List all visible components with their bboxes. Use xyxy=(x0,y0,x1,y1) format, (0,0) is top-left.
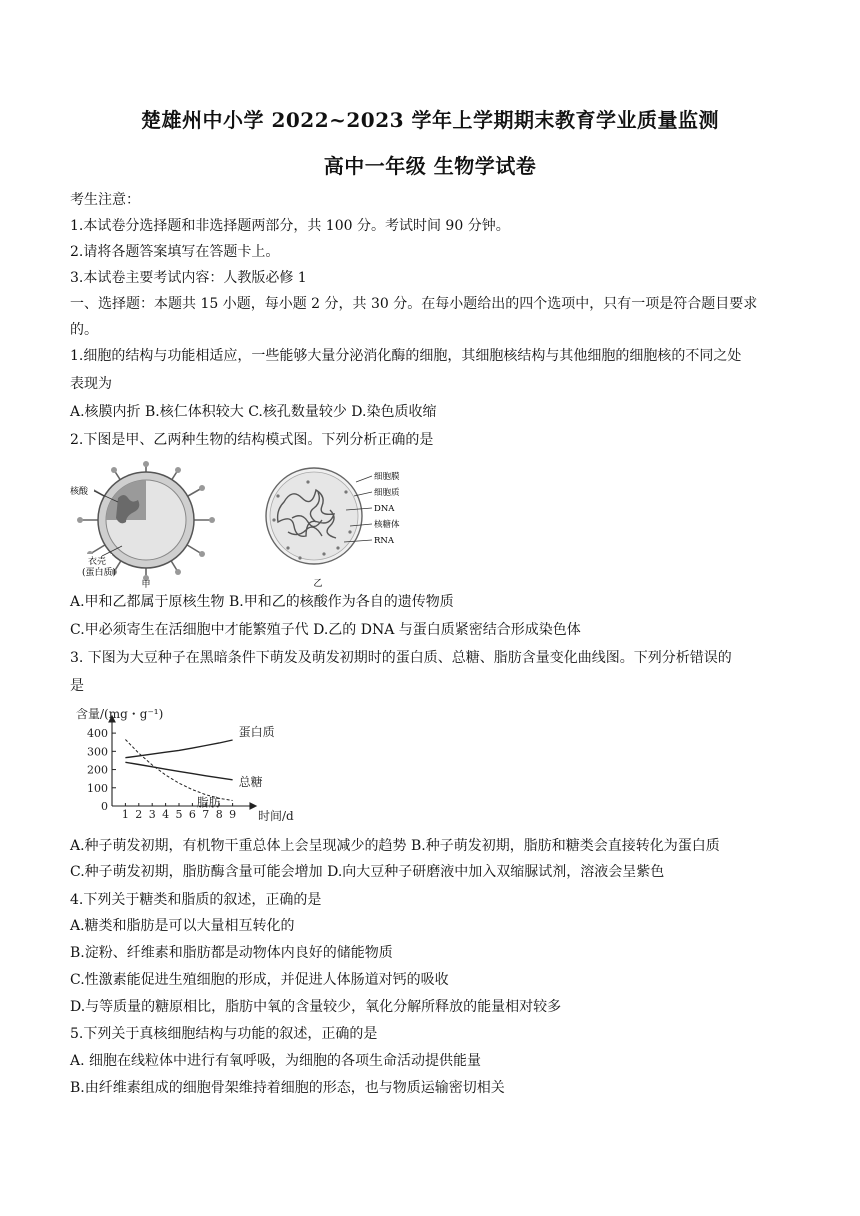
q2-figure-yi xyxy=(258,462,418,590)
q2-stem: 2.下图是甲、乙两种生物的结构模式图。下列分析正确的是 xyxy=(70,432,434,448)
q1-stem: 1.细胞的结构与功能相适应，一些能够大量分泌消化酶的细胞，其细胞核结构与其他细胞的细胞核的不同之处 xyxy=(70,348,742,364)
y-tick-label: 300 xyxy=(87,745,108,759)
series-line-1 xyxy=(125,762,232,780)
section-intro: 一、选择题：本题共 15 小题，每小题 2 分，共 30 分。在每小题给出的四个选项中，只有一项是符合题目要求 xyxy=(70,296,758,312)
label-capsid: 衣壳 xyxy=(88,557,107,567)
x-tick-label: 6 xyxy=(188,808,196,821)
label-cytoplasm: 细胞质 xyxy=(374,488,400,498)
section-intro-cont: 的。 xyxy=(70,322,98,338)
x-tick-label: 4 xyxy=(162,808,170,821)
q3-stem: 3. 下图为大豆种子在黑暗条件下萌发及萌发初期时的蛋白质、总糖、脂肪含量变化曲线图。下列分析错误的 xyxy=(70,650,732,666)
q5-option: B.由纤维素组成的细胞骨架维持着细胞的形态，也与物质运输密切相关 xyxy=(70,1080,505,1096)
label-rna: RNA xyxy=(374,536,394,546)
x-tick-label: 9 xyxy=(229,808,237,821)
label-cell-membrane: 细胞膜 xyxy=(374,472,400,482)
q1-options: A.核膜内折 B.核仁体积较大 C.核孔数量较少 D.染色质收缩 xyxy=(70,404,437,420)
caption-yi: 乙 xyxy=(313,579,323,589)
y-tick-label: 400 xyxy=(87,727,108,741)
label-protein: (蛋白质) xyxy=(82,568,117,578)
y-tick-label: 0 xyxy=(101,800,108,813)
series-label-1: 总糖 xyxy=(238,774,263,789)
q4-stem: 4.下列关于糖类和脂质的叙述，正确的是 xyxy=(70,892,322,908)
q3-line-chart xyxy=(68,708,298,832)
q3-stem-cont: 是 xyxy=(70,678,84,694)
label-ribosome: 核糖体 xyxy=(374,520,400,530)
series-label-2: 脂肪 xyxy=(196,795,221,810)
y-axis-label: 含量/(mg・g⁻¹) xyxy=(76,708,164,721)
x-tick-label: 3 xyxy=(148,808,156,821)
series-line-2 xyxy=(125,740,232,801)
x-tick-label: 5 xyxy=(175,808,183,821)
notice-item: 3.本试卷主要考试内容：人教版必修 1 xyxy=(70,270,307,286)
q2-options-cont: C.甲必须寄生在活细胞中才能繁殖子代 D.乙的 DNA 与蛋白质紧密结合形成染色体 xyxy=(70,622,581,638)
q3-options: A.种子萌发初期，有机物干重总体上会呈现减少的趋势 B.种子萌发初期，脂肪和糖类会直接转化为蛋白质 xyxy=(70,838,720,854)
y-tick-label: 200 xyxy=(87,763,108,777)
q1-stem-cont: 表现为 xyxy=(70,376,112,392)
x-tick-label: 7 xyxy=(202,808,210,821)
q4-option: D.与等质量的糖原相比，脂肪中氧的含量较少，氧化分解所释放的能量相对较多 xyxy=(70,999,562,1015)
q4-option: B.淀粉、纤维素和脂肪都是动物体内良好的储能物质 xyxy=(70,945,393,961)
x-axis-arrow xyxy=(250,803,256,809)
q2-figure-jia xyxy=(66,458,226,590)
label-dna: DNA xyxy=(374,504,395,514)
label-nucleic-acid: 核酸 xyxy=(70,487,89,497)
x-tick-label: 8 xyxy=(215,808,223,821)
q5-stem: 5.下列关于真核细胞结构与功能的叙述，正确的是 xyxy=(70,1026,378,1042)
exam-subtitle: 高中一年级 生物学试卷 xyxy=(323,154,537,178)
exam-title: 楚雄州中小学 2022~2023 学年上学期期末教育学业质量监测 xyxy=(140,108,719,132)
notice-item: 1.本试卷分选择题和非选择题两部分，共 100 分。考试时间 90 分钟。 xyxy=(70,218,510,234)
x-tick-label: 1 xyxy=(121,808,129,821)
x-tick-label: 2 xyxy=(135,808,143,821)
chart-axes xyxy=(109,716,256,809)
x-axis-label: 时间/d xyxy=(258,809,294,823)
notice-heading: 考生注意： xyxy=(70,192,140,208)
q3-options-cont: C.种子萌发初期，脂肪酶含量可能会增加 D.向大豆种子研磨液中加入双缩脲试剂，溶液会呈紫色 xyxy=(70,864,665,880)
y-tick-label: 100 xyxy=(87,781,108,795)
caption-jia: 甲 xyxy=(141,580,151,590)
q4-option: A.糖类和脂肪是可以大量相互转化的 xyxy=(70,918,295,934)
q5-option: A. 细胞在线粒体中进行有氧呼吸，为细胞的各项生命活动提供能量 xyxy=(70,1053,482,1069)
q2-options: A.甲和乙都属于原核生物 B.甲和乙的核酸作为各自的遗传物质 xyxy=(70,594,454,610)
q4-option: C.性激素能促进生殖细胞的形成，并促进人体肠道对钙的吸收 xyxy=(70,972,449,988)
series-label-0: 蛋白质 xyxy=(238,725,275,740)
notice-item: 2.请将各题答案填写在答题卡上。 xyxy=(70,244,280,260)
